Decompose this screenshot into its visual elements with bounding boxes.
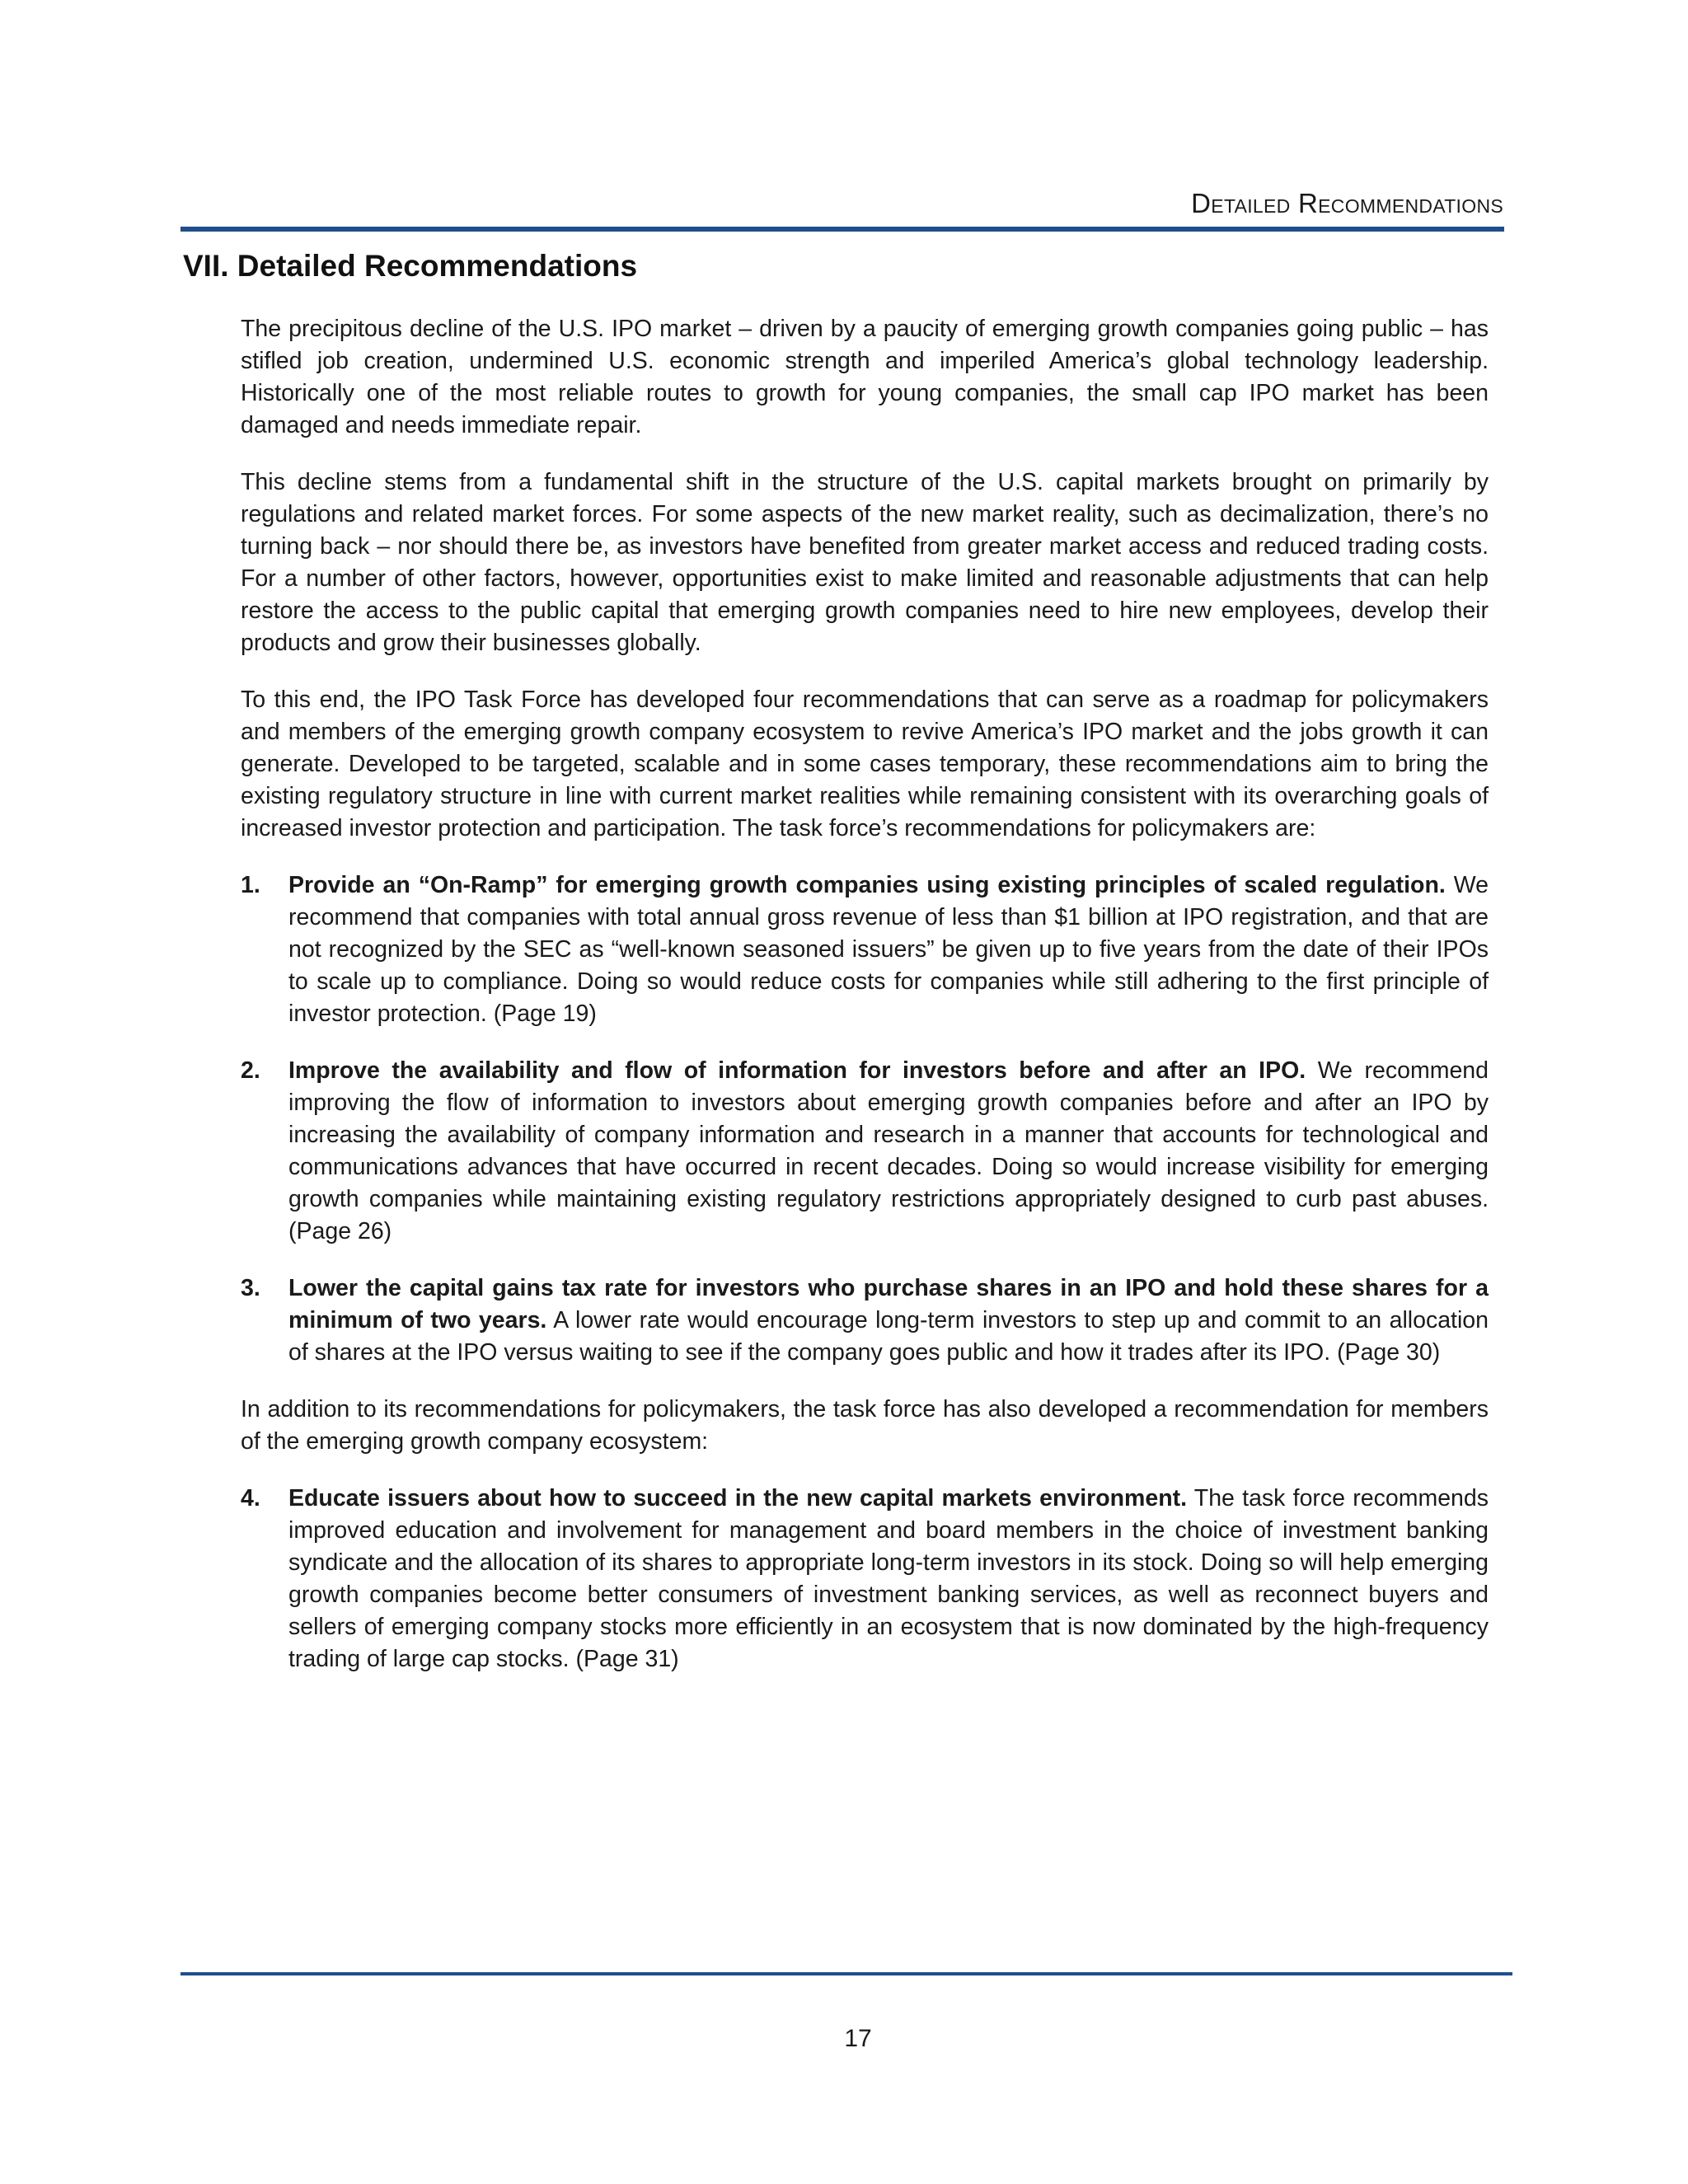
- recommendation-item: [241, 869, 1489, 1030]
- decline-paragraph: This decline stems from a fundamental shift in the structure of the U.S. capital markets brought on primarily by regulations and related market forces. For some aspects of the new market reality, such as decimalization, there’s no turning back – nor should there be, as investors have benefited from greater market access and reduced trading costs. For a number of other factors, however, opportunities exist to make limited and reasonable adjustments that can help restore the access to the public capital that emerging growth companies need to hire new employees, develop their products and grow their businesses globally.: [241, 469, 1489, 656]
- recommendation-text: We recommend improving the flow of information to investors about emerging growth companies before and after an IPO by increasing the availability of company information and research in a manner that accounts for technological and communications advances that have occurred in recent decades. Doing so would increase visibility for emerging growth companies while maintaining existing regulatory restrictions appropriately designed to curb past abuses. (Page 26): [288, 1057, 1489, 1244]
- recommendation-item: [241, 1272, 1489, 1369]
- recommendation-number: 3.: [241, 1275, 260, 1301]
- recommendation-item: [241, 1055, 1489, 1248]
- section-title: VII. Detailed Recommendations: [183, 249, 638, 283]
- recommendation-number: 2.: [241, 1057, 260, 1084]
- recommendation-number: 1.: [241, 872, 260, 898]
- recommendation-lead: Improve the availability and flow of information for investors before and after an IPO.: [288, 1057, 1306, 1084]
- policymaker-recommendations: [241, 869, 1489, 1369]
- recommendation-lead: Educate issuers about how to succeed in the new capital markets environment.: [288, 1485, 1188, 1511]
- body-content: [241, 313, 1489, 1700]
- roadmap-paragraph: To this end, the IPO Task Force has developed four recommendations that can serve as a roadmap for policymakers and members of the emerging growth company ecosystem to revive America’s IPO market and the jobs growth it can generate. Developed to be targeted, scalable and in some cases temporary, these recommendations aim to bring the existing regulatory structure in line with current market realities while remaining consistent with its overarching goals of increased investor protection and participation. The task force’s recommendations for policymakers are:: [241, 687, 1489, 841]
- transition-paragraph: In addition to its recommendations for policymakers, the task force has also developed a recommendation for members of the emerging growth company ecosystem:: [241, 1396, 1489, 1455]
- intro-paragraph: The precipitous decline of the U.S. IPO market – driven by a paucity of emerging growth companies going public – has stifled job creation, undermined U.S. economic strength and imperiled America’s global technology leadership. Historically one of the most reliable routes to growth for young companies, the small cap IPO market has been damaged and needs immediate repair.: [241, 316, 1489, 438]
- footer-rule: [181, 1972, 1512, 1975]
- page-number: 17: [844, 2025, 872, 2052]
- header-rule: [181, 227, 1504, 232]
- recommendation-text: The task force recommends improved education and involvement for management and board members in the choice of investment banking syndicate and the allocation of its shares to appropriate long-term investors in its stock. Doing so will help emerging growth companies become better consumers of investment banking services, as well as reconnect buyers and sellers of emerging company stocks more efficiently in an ecosystem that is now dominated by the high-frequency trading of large cap stocks. (Page 31): [288, 1485, 1489, 1672]
- recommendation-lead: Lower the capital gains tax rate for investors who purchase shares in an IPO and hold these shares for a minimum of two years.: [288, 1275, 1489, 1333]
- recommendation-lead: Provide an “On-Ramp” for emerging growth companies using existing principles of scaled regulation.: [288, 872, 1446, 898]
- ecosystem-recommendations: [241, 1483, 1489, 1675]
- running-header: Detailed Recommendations: [1191, 188, 1503, 218]
- recommendation-text: We recommend that companies with total annual gross revenue of less than $1 billion at IPO registration, and that are not recognized by the SEC as “well-known seasoned issuers” be given up to five years from the date of their IPOs to scale up to compliance. Doing so would reduce costs for companies while still adhering to the first principle of investor protection. (Page 19): [288, 872, 1489, 1027]
- recommendation-text: A lower rate would encourage long-term investors to step up and commit to an allocation of shares at the IPO versus waiting to see if the company goes public and how it trades after its IPO. (Page 30): [288, 1307, 1489, 1366]
- recommendation-number: 4.: [241, 1485, 260, 1511]
- recommendation-item: [241, 1483, 1489, 1675]
